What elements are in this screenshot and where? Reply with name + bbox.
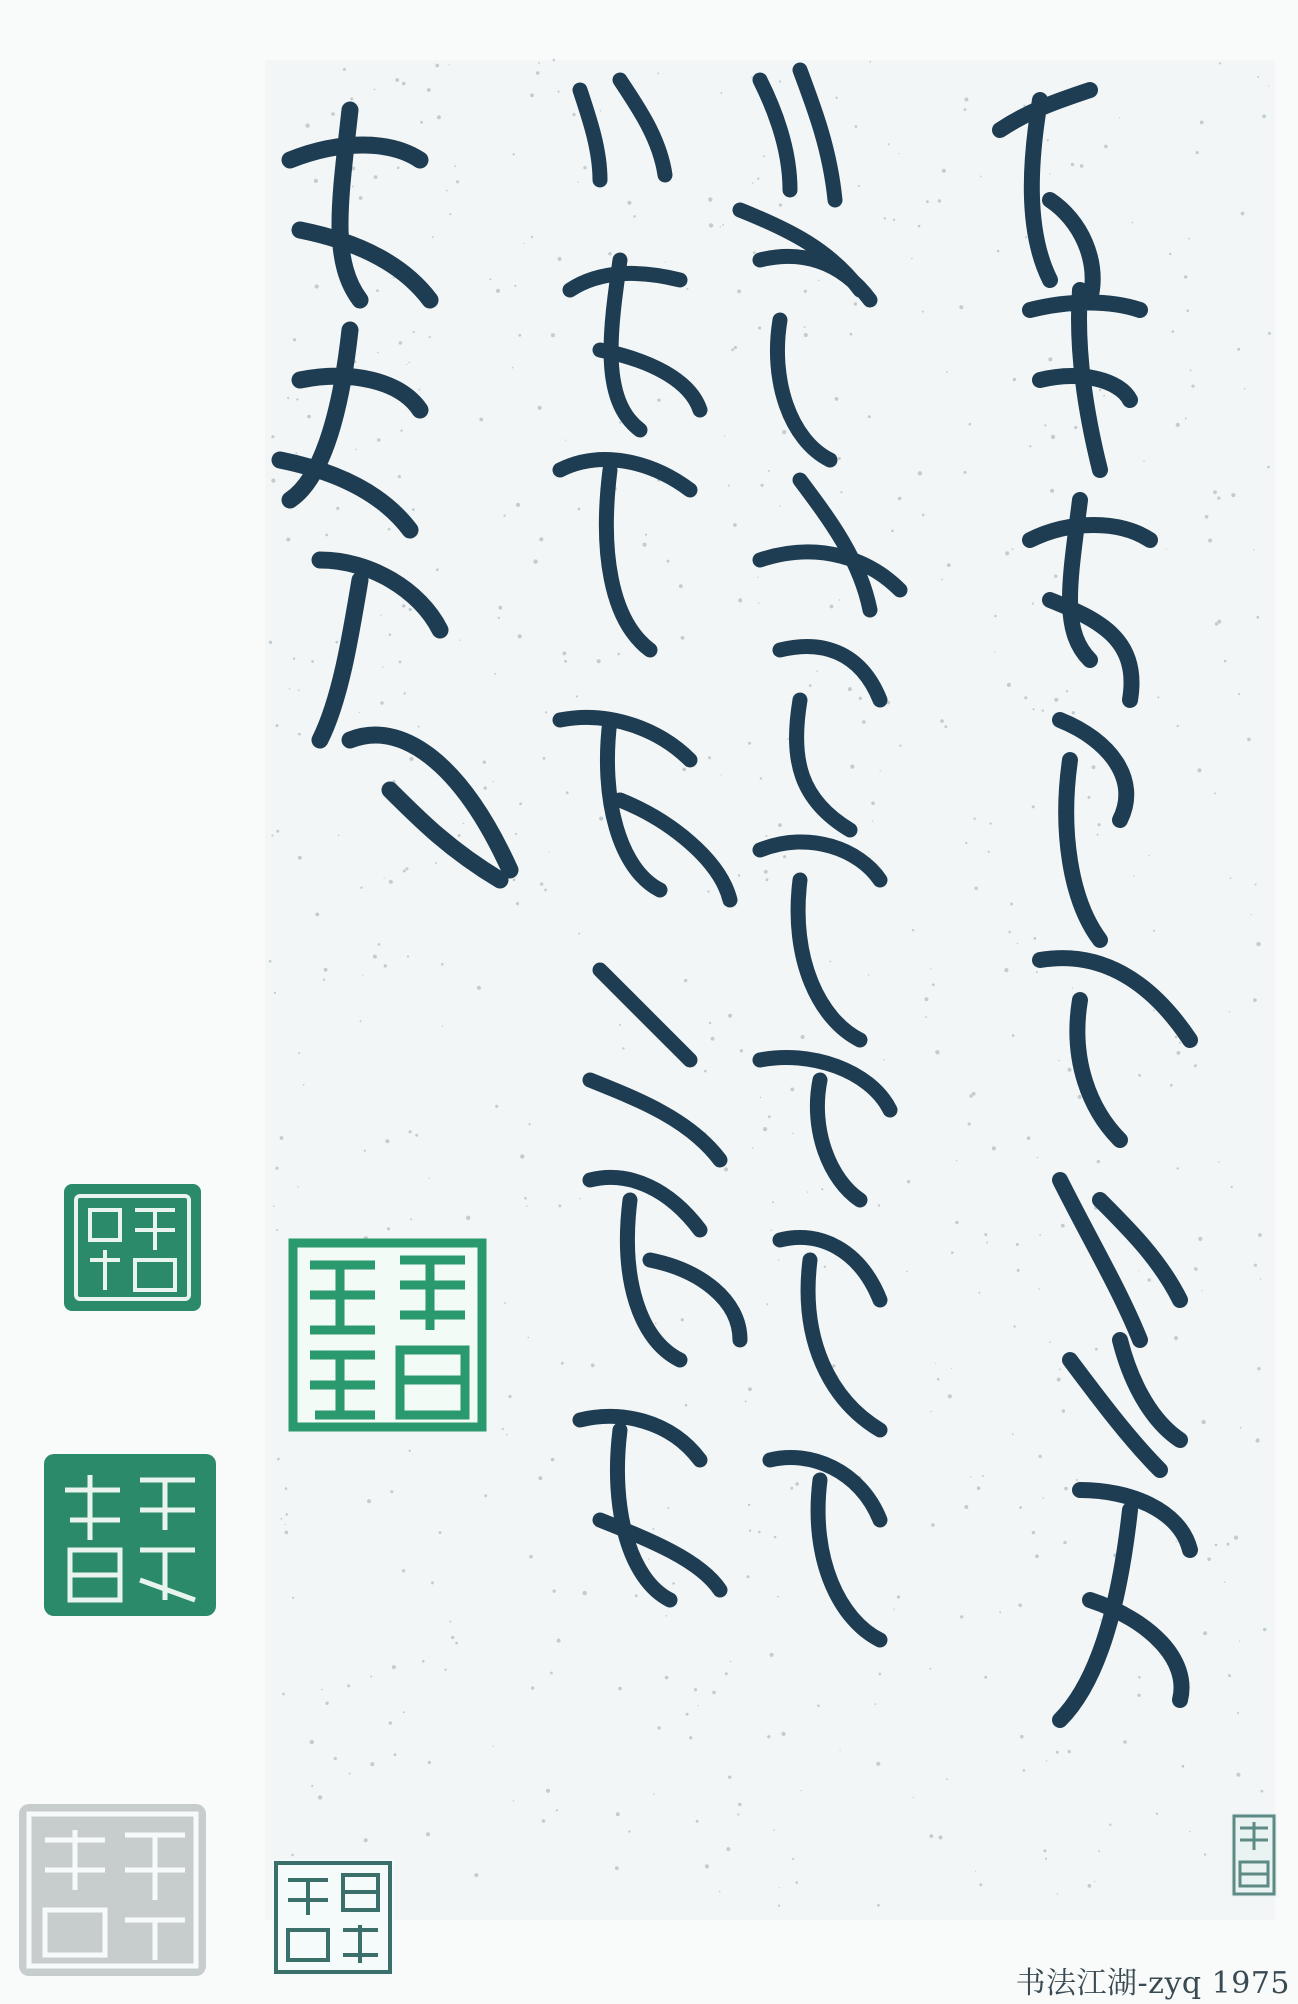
seal-center [285,1235,490,1435]
seal-small-bottom [268,1855,398,1980]
column-4 [280,110,510,880]
seal-small-right [1228,1810,1280,1900]
seal-top-left [60,1180,205,1315]
column-2 [740,70,900,1640]
seal-bottom-left [15,1800,210,1980]
column-1 [1000,90,1190,1720]
watermark-text: 书法江湖-zyq 1975 [1015,1966,1290,2001]
seal-middle-left [40,1450,220,1620]
column-3 [560,80,740,1600]
